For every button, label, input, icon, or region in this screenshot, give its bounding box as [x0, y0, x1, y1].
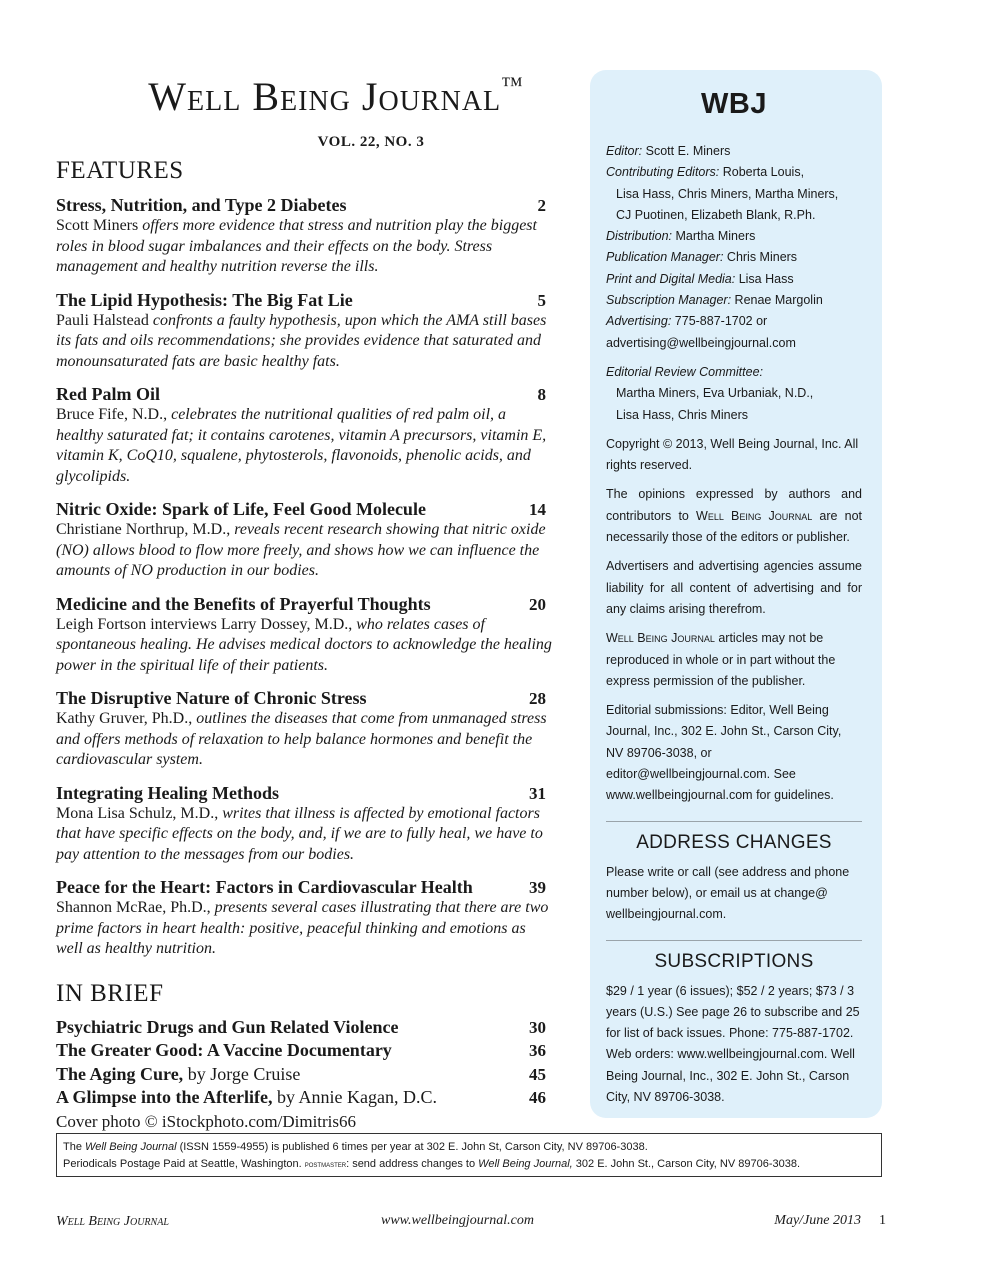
- feature-entry[interactable]: [56, 783, 556, 866]
- wbj-logo: WBJ: [701, 88, 767, 120]
- masthead-sidebar: [590, 70, 882, 1118]
- feature-description: [56, 898, 556, 960]
- subscriptions-heading: SUBSCRIPTIONS: [654, 950, 814, 972]
- feature-blurb: confronts a faulty hypothesis, upon which the AMA still bases its fats and oils recommendations; she provides evidence that saturated and monounsaturated fats are basic healthy fats.: [56, 311, 547, 370]
- address-changes-heading: ADDRESS CHANGES: [636, 831, 832, 853]
- brief-title[interactable]: A Glimpse into the Afterlife,: [56, 1087, 273, 1107]
- brief-title[interactable]: Psychiatric Drugs and Gun Related Violence: [56, 1016, 399, 1037]
- page-number: 1: [879, 1213, 886, 1228]
- feature-blurb: who relates cases of spontaneous healing. He advises medical doctors to acknowledge the healing power in the spiritual life of their patients.: [56, 615, 552, 674]
- brief-entry[interactable]: [56, 1039, 556, 1063]
- address-changes-text: Please write or call (see address and phone number below), or email us at change@ wellbeingjournal.com.: [606, 864, 850, 922]
- feature-description: [56, 216, 556, 278]
- feature-description: [56, 311, 556, 373]
- brief-page-number: 45: [529, 1064, 546, 1084]
- feature-entry[interactable]: [56, 594, 556, 677]
- feature-entry[interactable]: [56, 688, 556, 771]
- footer-journal-name: Well Being Journal: [56, 1214, 169, 1229]
- brief-page-number: 36: [529, 1041, 546, 1060]
- copyright-text: Copyright © 2013, Well Being Journal, Inc. All rights reserved.: [606, 436, 859, 473]
- feature-author: Pauli Halstead: [56, 311, 149, 329]
- feature-description: [56, 520, 556, 582]
- feature-blurb: presents several cases illustrating that there are two prime factors in heart health: positive, peaceful thinking and emotions as well as healthy nutrition.: [56, 899, 549, 957]
- reproduction-text: Well Being Journal articles may not be reproduced in whole or in part without the express permission of the publisher.: [606, 631, 836, 688]
- feature-entry[interactable]: [56, 195, 556, 278]
- feature-author: Leigh Fortson interviews Larry Dossey, M.D.,: [56, 615, 353, 633]
- feature-title[interactable]: Medicine and the Benefits of Prayerful Thoughts: [56, 593, 431, 614]
- masthead-title: Well Being Journal™: [148, 72, 524, 119]
- brief-entry[interactable]: [56, 1016, 556, 1040]
- opinions-text: The opinions expressed by authors and contributors to Well Being Journal are not necessarily those of the editors or publisher.: [606, 487, 863, 545]
- brief-title[interactable]: The Greater Good: A Vaccine Documentary: [56, 1040, 392, 1060]
- contents-column: [56, 72, 556, 1133]
- feature-title[interactable]: Nitric Oxide: Spark of Life, Feel Good Molecule: [56, 499, 426, 519]
- feature-blurb: offers more evidence that stress and nutrition play the biggest roles in blood sugar imbalances and their effects on the body. Stress management and healthy nutrition reverse the ills.: [56, 217, 537, 275]
- volume-number: VOL. 22, NO. 3: [317, 134, 425, 150]
- feature-page-number: 8: [537, 385, 546, 404]
- divider: [606, 821, 862, 822]
- feature-entry[interactable]: [56, 290, 556, 373]
- brief-page-number: 30: [529, 1017, 546, 1037]
- staff-list: Editor: Scott E. Miners Contributing Editors: Roberta Louis, Lisa Hass, Chris Miners, Martha Miners, CJ Puotinen, Elizabeth Blank, R.Ph. Distribution: Martha Miners Publication Manager: Chris Miners Print and Digital Media: Lisa Hass Subscription Manager: Renae Margolin Advertising: 775-887-1702 or advertising@wellbeingjournal.com Editorial Review Committee: Martha Miners, Eva Urbaniak, N.D., Lisa Hass, Chris Miners: [606, 141, 862, 426]
- feature-author: Mona Lisa Schulz, M.D.,: [56, 804, 219, 822]
- feature-author: Scott Miners: [56, 217, 139, 234]
- submissions-text: Editorial submissions: Editor, Well Being Journal, Inc., 302 E. John St., Carson City, NV 89706-3038, or editor@wellbeingjournal.com. See www.wellbeingjournal.com for guidelines.: [606, 703, 842, 803]
- brief-byline: by Annie Kagan, D.C.: [272, 1087, 437, 1107]
- feature-entry[interactable]: [56, 877, 556, 960]
- feature-page-number: 5: [537, 290, 546, 310]
- feature-title[interactable]: The Lipid Hypothesis: The Big Fat Lie: [56, 289, 353, 310]
- feature-page-number: 28: [529, 689, 546, 708]
- subscriptions-text: $29 / 1 year (6 issues); $52 / 2 years; $73 / 3 years (U.S.) See page 26 to subscribe and 25 for list of back issues. Phone: 775-887-1702. Web orders: www.wellbeingjournal.com. Well Being Journal, Inc., 302 E. John St., Carson City, NV 89706-3038.: [606, 983, 860, 1104]
- feature-description: [56, 804, 556, 866]
- features-heading: FEATURES: [56, 157, 184, 184]
- feature-page-number: 14: [529, 500, 546, 519]
- feature-blurb: celebrates the nutritional qualities of red palm oil, a healthy saturated fat; it contains carotenes, vitamin A precursors, vitamin E, vitamin K, CoQ10, squalene, phytosterols, flavonoids, phenolic acids, and glycolipids.: [56, 406, 547, 485]
- feature-title[interactable]: Red Palm Oil: [56, 384, 160, 404]
- feature-author: Christiane Northrup, M.D.,: [56, 521, 231, 538]
- in-brief-list: [56, 1016, 556, 1110]
- brief-byline: by Jorge Cruise: [183, 1063, 301, 1084]
- publication-notice: The Well Being Journal (ISSN 1559-4955) is published 6 times per year at 302 E. John St, Carson City, NV 89706-3038. Periodicals Postage Paid at Seattle, Washington. postmaster: send address changes to Well Being Journal, 302 E. John St., Carson City, NV 89706-3038.: [56, 1133, 882, 1177]
- brief-page-number: 46: [529, 1088, 546, 1107]
- feature-description: [56, 615, 556, 677]
- feature-page-number: 39: [529, 878, 546, 897]
- features-list: [56, 195, 556, 960]
- feature-title[interactable]: Peace for the Heart: Factors in Cardiovascular Health: [56, 877, 473, 897]
- feature-description: [56, 405, 556, 487]
- feature-author: Shannon McRae, Ph.D.,: [56, 899, 211, 916]
- feature-page-number: 31: [529, 783, 546, 803]
- footer-website: www.wellbeingjournal.com: [381, 1213, 534, 1228]
- feature-title[interactable]: The Disruptive Nature of Chronic Stress: [56, 688, 367, 708]
- feature-blurb: reveals recent research showing that nitric oxide (NO) allows blood to flow more freely, and shows how we can influence the amounts of NO production in our bodies.: [56, 521, 546, 579]
- in-brief-heading: IN BRIEF: [56, 979, 164, 1007]
- divider: [606, 940, 862, 941]
- feature-author: Kathy Gruver, Ph.D.,: [56, 710, 193, 727]
- brief-entry[interactable]: [56, 1063, 556, 1087]
- advertising-email: advertising@wellbeingjournal.com: [606, 335, 796, 350]
- feature-entry[interactable]: [56, 499, 556, 582]
- feature-page-number: 20: [529, 594, 546, 614]
- cover-credit: Cover photo © iStockphoto.com/Dimitris66: [56, 1111, 357, 1131]
- page-footer: [56, 1212, 886, 1234]
- feature-description: [56, 709, 556, 771]
- feature-entry[interactable]: [56, 384, 556, 487]
- brief-title[interactable]: The Aging Cure,: [56, 1063, 184, 1084]
- feature-blurb: writes that illness is affected by emotional factors that have specific effects on the body, and, if we are to fully heal, we have to pay attention to the messages from our bodies.: [56, 804, 543, 863]
- feature-title[interactable]: Stress, Nutrition, and Type 2 Diabetes: [56, 195, 347, 215]
- advertisers-text: Advertisers and advertising agencies assume liability for all content of advertising and for any claims arising therefrom.: [606, 559, 862, 616]
- feature-title[interactable]: Integrating Healing Methods: [56, 782, 279, 803]
- feature-author: Bruce Fife, N.D.,: [56, 406, 168, 423]
- brief-entry[interactable]: [56, 1086, 556, 1110]
- footer-issue-date: May/June 2013 1: [774, 1213, 886, 1228]
- feature-blurb: outlines the diseases that come from unmanaged stress and offers methods of relaxation to help balance hormones and benefit the cardiovascular system.: [56, 710, 547, 768]
- feature-page-number: 2: [537, 196, 546, 215]
